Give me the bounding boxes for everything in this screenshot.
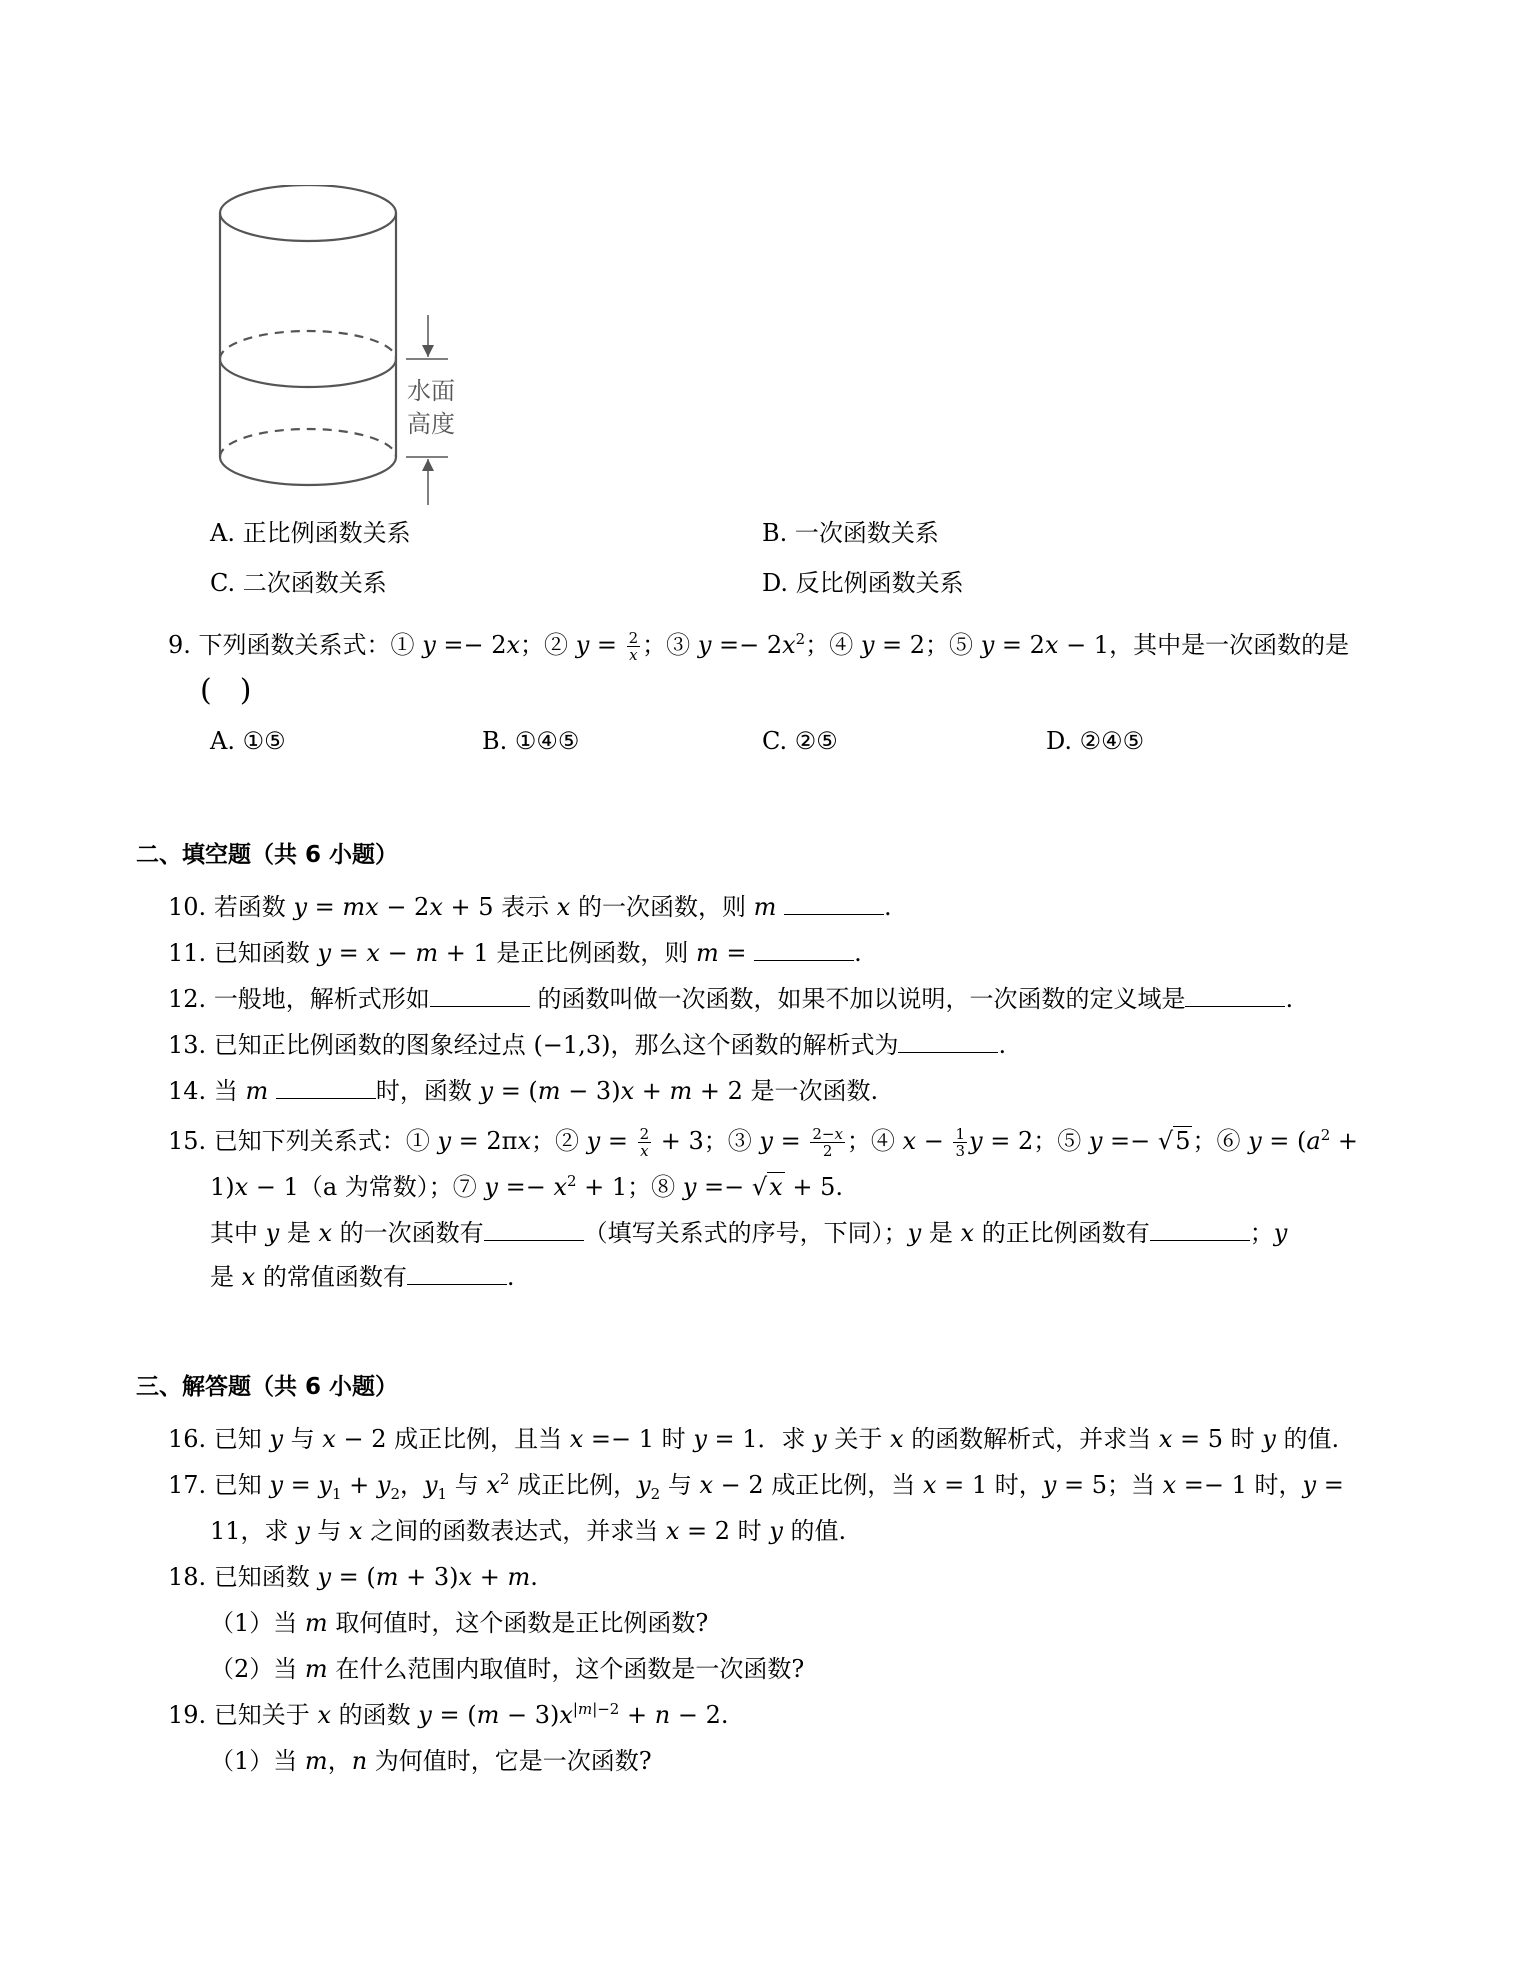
q15-answer-blank-1[interactable] (484, 1218, 584, 1241)
q11: 11. 已知函数 y = x − m + 1 是正比例函数，则 m = . (168, 939, 862, 967)
q18-part2: （2）当 m 在什么范围内取值时，这个函数是一次函数? (210, 1655, 805, 1683)
q9-option-a: A. ①⑤ (210, 727, 286, 755)
q10: 10. 若函数 y = mx − 2x + 5 表示 x 的一次函数，则 m . (168, 893, 892, 921)
q8-option-b: B. 一次函数关系 (762, 519, 939, 547)
q8-option-c: C. 二次函数关系 (210, 569, 387, 597)
arrowhead-down-icon (422, 345, 434, 357)
q17-line1: 17. 已知 $y = y_1 + y_2$，$y_1$ 与 $x^2$ 成正比例，$y_2$ 与 x − 2 成正比例，当 x = 1 时，y = 5；当 x =− 1 时，y = (168, 1470, 1344, 1503)
q15-line2: 1)x − 1（a 为常数）；⑦ $y =- x^2 + 1$；⑧ y =− √x + 5. (210, 1172, 843, 1201)
q14-answer-blank[interactable] (276, 1076, 376, 1099)
q9-option-b: B. ①④⑤ (482, 727, 580, 755)
q12-answer-blank-1[interactable] (430, 984, 530, 1007)
q9-line1: 9. 下列函数关系式：① y =− 2x；② y = $\frac{2}{x}$ ；③ $y =- 2x^2$；④ y = 2；⑤ y = 2x − 1，其中是一次函数的是 (168, 629, 1350, 664)
figure-label-line2: 高度 (407, 410, 455, 438)
q11-answer-blank[interactable] (754, 938, 854, 961)
q9-intro: 下列函数关系式： (198, 631, 391, 659)
q9-option-c: C. ②⑤ (762, 727, 838, 755)
water-surface-front (220, 359, 396, 387)
q15-answer-blank-3[interactable] (407, 1262, 507, 1285)
q19: 19. 已知关于 x 的函数 $y = (m - 3)x^{|m|-2} + n - 2$. (168, 1700, 729, 1729)
figure-label-line1: 水面 (407, 377, 455, 405)
fraction-2-over-x: $\frac{2}{x}$ (628, 629, 639, 664)
q15-line1: 15. 已知下列关系式：① y = 2πx；② y = $\frac{2}{x}$ + 3；③ y = $\frac{2-x}{2}$ ；④ x − $\frac{1}{3}$ y = 2；⑤ y =− √5；⑥ $y = (a^2$ + (168, 1125, 1359, 1160)
section-2-title: 二、填空题（共 6 小题） (136, 842, 399, 868)
q9-tail: ，其中是一次函数的是 (1109, 631, 1350, 659)
q15-line3: 其中 y 是 x 的一次函数有 （填写关系式的序号，下同）；y 是 x 的正比例函数有 ；y (210, 1219, 1288, 1247)
q12-answer-blank-2[interactable] (1185, 984, 1285, 1007)
q16: 16. 已知 y 与 x − 2 成正比例，且当 x =− 1 时 y = 1．求 y 关于 x 的函数解析式，并求当 x = 5 时 y 的值. (168, 1425, 1340, 1453)
q9-number: 9. (168, 631, 191, 659)
q18-part1: （1）当 m 取何值时，这个函数是正比例函数? (210, 1609, 709, 1637)
q19-part1: （1）当 m，n 为何值时，它是一次函数? (210, 1747, 652, 1775)
q8-option-a: A. 正比例函数关系 (210, 519, 411, 547)
q15-answer-blank-2[interactable] (1150, 1218, 1250, 1241)
water-surface-back (220, 331, 396, 359)
q9-answer-paren: () (200, 673, 280, 708)
q17-line2: 11，求 y 与 x 之间的函数表达式，并求当 x = 2 时 y 的值. (210, 1517, 847, 1545)
q13-answer-blank[interactable] (898, 1030, 998, 1053)
q9-option-d: D. ②④⑤ (1046, 727, 1145, 755)
q14: 14. 当 m 时，函数 y = (m − 3)x + m + 2 是一次函数. (168, 1077, 879, 1105)
arrowhead-up-icon (422, 459, 434, 471)
cylinder-top-ellipse (220, 185, 396, 241)
q15-line4: 是 x 的常值函数有 . (210, 1263, 515, 1291)
cylinder-bottom-back (220, 429, 396, 457)
cylinder-figure (210, 185, 480, 510)
q18: 18. 已知函数 y = (m + 3)x + m. (168, 1563, 538, 1591)
q13: 13. 已知正比例函数的图象经过点 (−1,3)，那么这个函数的解析式为 . (168, 1031, 1007, 1059)
q8-option-d: D. 反比例函数关系 (762, 569, 964, 597)
cylinder-bottom-front (220, 457, 396, 485)
q10-answer-blank[interactable] (784, 892, 884, 915)
q12: 12. 一般地，解析式形如 的函数叫做一次函数，如果不加以说明，一次函数的定义域是 . (168, 985, 1294, 1013)
section-3-title: 三、解答题（共 6 小题） (136, 1374, 399, 1400)
